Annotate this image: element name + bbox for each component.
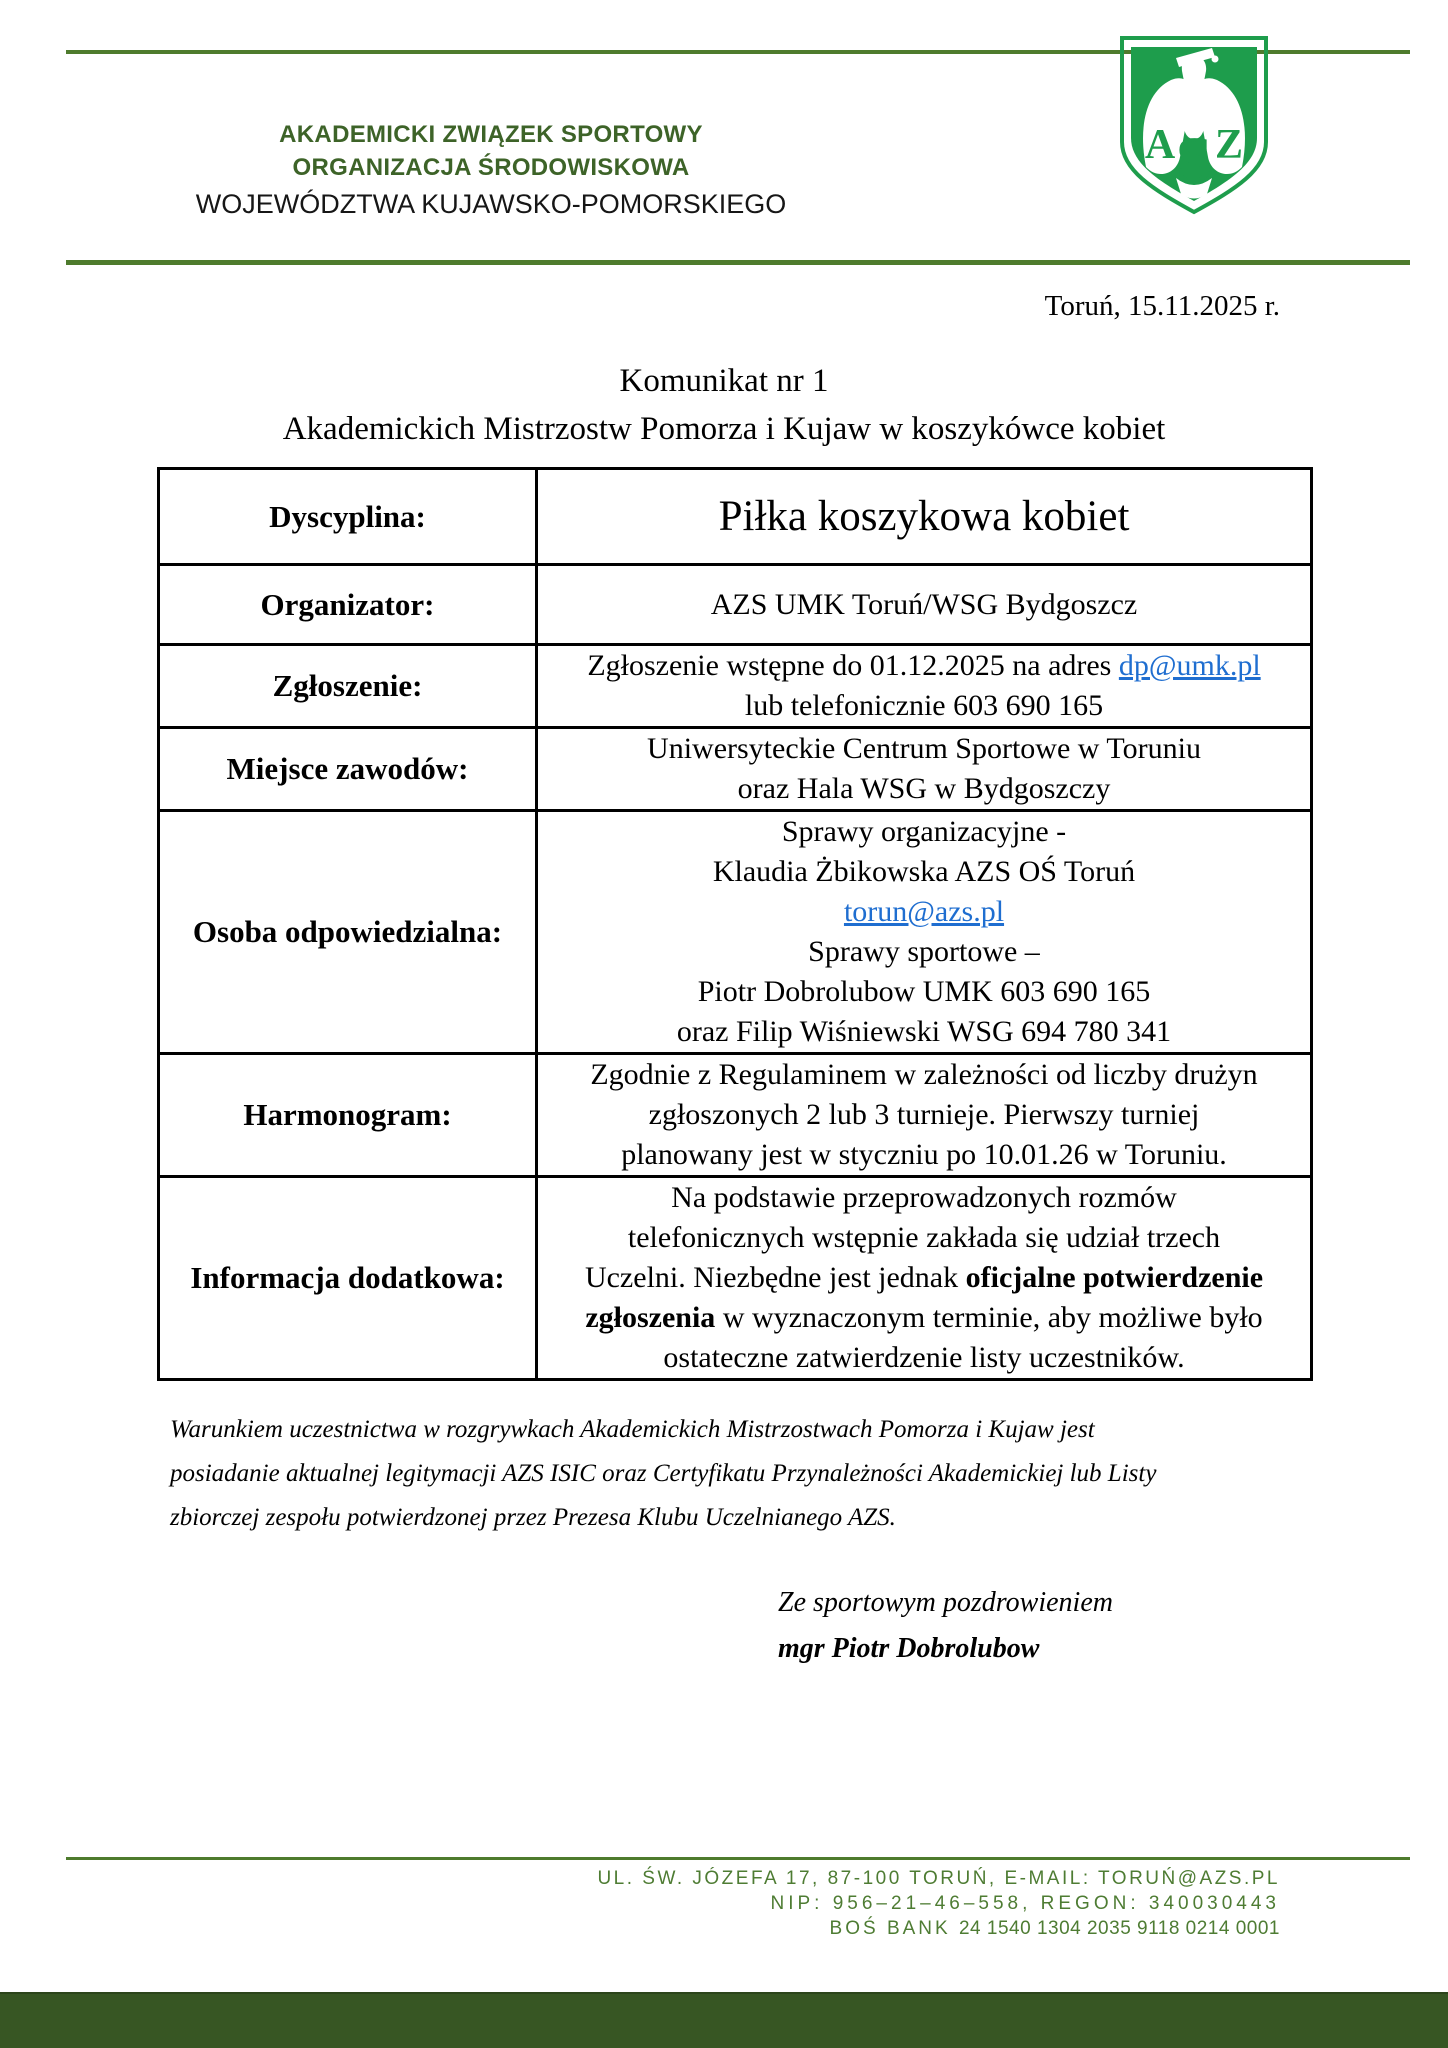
value-line: Piotr Dobrolubow UMK 603 690 165 [697,975,1151,1008]
footer-contact [597,1866,1280,1941]
value-line: Sprawy organizacyjne - [781,815,1067,848]
table-row-organizator [159,565,1312,645]
value-line: telefonicznych wstępnie zakłada się udział trzech [627,1221,1221,1254]
row-label: Informacja dodatkowa: [159,1177,537,1380]
table-row-dyscyplina [159,469,1312,565]
value-text-bold: zgłoszenia [585,1301,716,1334]
org-header [66,118,916,222]
participation-note [170,1408,1280,1540]
value-text: w wyznaczonym terminie, aby możliwe było [715,1301,1263,1334]
value-line: planowany jest w styczniu po 10.01.26 w Toruniu. [621,1138,1227,1171]
row-label: Organizator: [159,565,537,645]
signature-block [778,1580,1113,1672]
value-line: oraz Filip Wiśniewski WSG 694 780 341 [676,1015,1172,1048]
value-line: Sprawy sportowe – [808,935,1040,968]
header-divider [66,260,1410,265]
date-line: Toruń, 15.11.2025 r. [1044,290,1280,322]
value-text: Uczelni. Niezbędne jest jednak [584,1261,966,1294]
row-label: Osoba odpowiedzialna: [159,811,537,1054]
footer-bank-label: BOŚ BANK [829,1918,951,1939]
bottom-bar [0,1992,1448,2048]
title-line2: Akademickich Mistrzostw Pomorza i Kujaw w koszykówce kobiet [282,411,1166,447]
value-line: Klaudia Żbikowska AZS OŚ Toruń [712,855,1136,888]
row-value [537,1054,1312,1177]
value-line [544,1258,1304,1298]
table-row-zgloszenie [159,645,1312,728]
footer-bank-number: 24 1540 1304 2035 9118 0214 0001 [958,1918,1280,1939]
table-row-osoba [159,811,1312,1054]
logo-letter-a: A [1144,122,1176,168]
note-line: Warunkiem uczestnictwa w rozgrywkach Akademickich Mistrzostwach Pomorza i Kujaw jest [170,1416,1095,1443]
row-label: Harmonogram: [159,1054,537,1177]
signature-name: mgr Piotr Dobrolubow [778,1633,1040,1664]
details-table [157,467,1313,1381]
title-line1: Komunikat nr 1 [619,363,829,399]
value-line: Na podstawie przeprowadzonych rozmów [671,1181,1177,1214]
row-value: AZS UMK Toruń/WSG Bydgoszcz [537,565,1312,645]
table-row-harmonogram [159,1054,1312,1177]
value-text: Zgłoszenie wstępne do 01.12.2025 na adres [587,649,1119,682]
footer-divider [66,1857,1410,1860]
signature-greeting: Ze sportowym pozdrowieniem [778,1587,1113,1618]
table-row-miejsce [159,728,1312,811]
email-link-dp-umk[interactable]: dp@umk.pl [1118,649,1261,682]
table-row-informacja [159,1177,1312,1380]
row-value [537,811,1312,1054]
value-line: zgłoszonych 2 lub 3 turnieje. Pierwszy turniej [648,1098,1200,1131]
value-line: Zgodnie z Regulaminem w zależności od liczby drużyn [590,1058,1258,1091]
row-label: Miejsce zawodów: [159,728,537,811]
org-name-line3: WOJEWÓDZTWA KUJAWSKO-POMORSKIEGO [195,189,787,219]
row-value [537,1177,1312,1380]
org-name-line1: AKADEMICKI ZWIĄZEK SPORTOWY [279,121,703,148]
org-name-line2: ORGANIZACJA ŚRODOWISKOWA [292,154,690,181]
value-line: ostateczne zatwierdzenie listy uczestników. [663,1341,1185,1374]
value-text-bold: oficjalne potwierdzenie [965,1261,1264,1294]
row-label: Dyscyplina: [159,469,537,565]
value-line [544,892,1304,932]
row-label: Zgłoszenie: [159,645,537,728]
value-line: Uniwersyteckie Centrum Sportowe w Toruniu [647,732,1201,765]
logo-letter-s: S [1175,124,1213,197]
note-line: posiadanie aktualnej legitymacji AZS ISIC oraz Certyfikatu Przynależności Akademickiej lub Listy [170,1460,1157,1487]
email-link-torun-azs[interactable]: torun@azs.pl [843,895,1005,928]
document-title [0,357,1448,453]
value-line: lub telefonicznie 603 690 165 [744,689,1104,722]
row-value [537,645,1312,728]
value-line [544,1298,1304,1338]
footer-address: UL. ŚW. JÓZEFA 17, 87-100 TORUŃ, E-MAIL: TORUŃ@AZS.PL [597,1868,1280,1889]
logo-letter-z: Z [1214,122,1244,168]
footer-nip-regon: NIP: 956–21–46–558, REGON: 340030443 [770,1893,1280,1914]
row-value: Piłka koszykowa kobiet [537,469,1312,565]
note-line: zbiorczej zespołu potwierdzonej przez Prezesa Klubu Uczelnianego AZS. [170,1504,896,1531]
azs-logo-icon [1116,32,1272,216]
value-line: oraz Hala WSG w Bydgoszczy [737,772,1111,805]
value-line [544,646,1304,686]
row-value [537,728,1312,811]
footer-bank [597,1916,1280,1941]
